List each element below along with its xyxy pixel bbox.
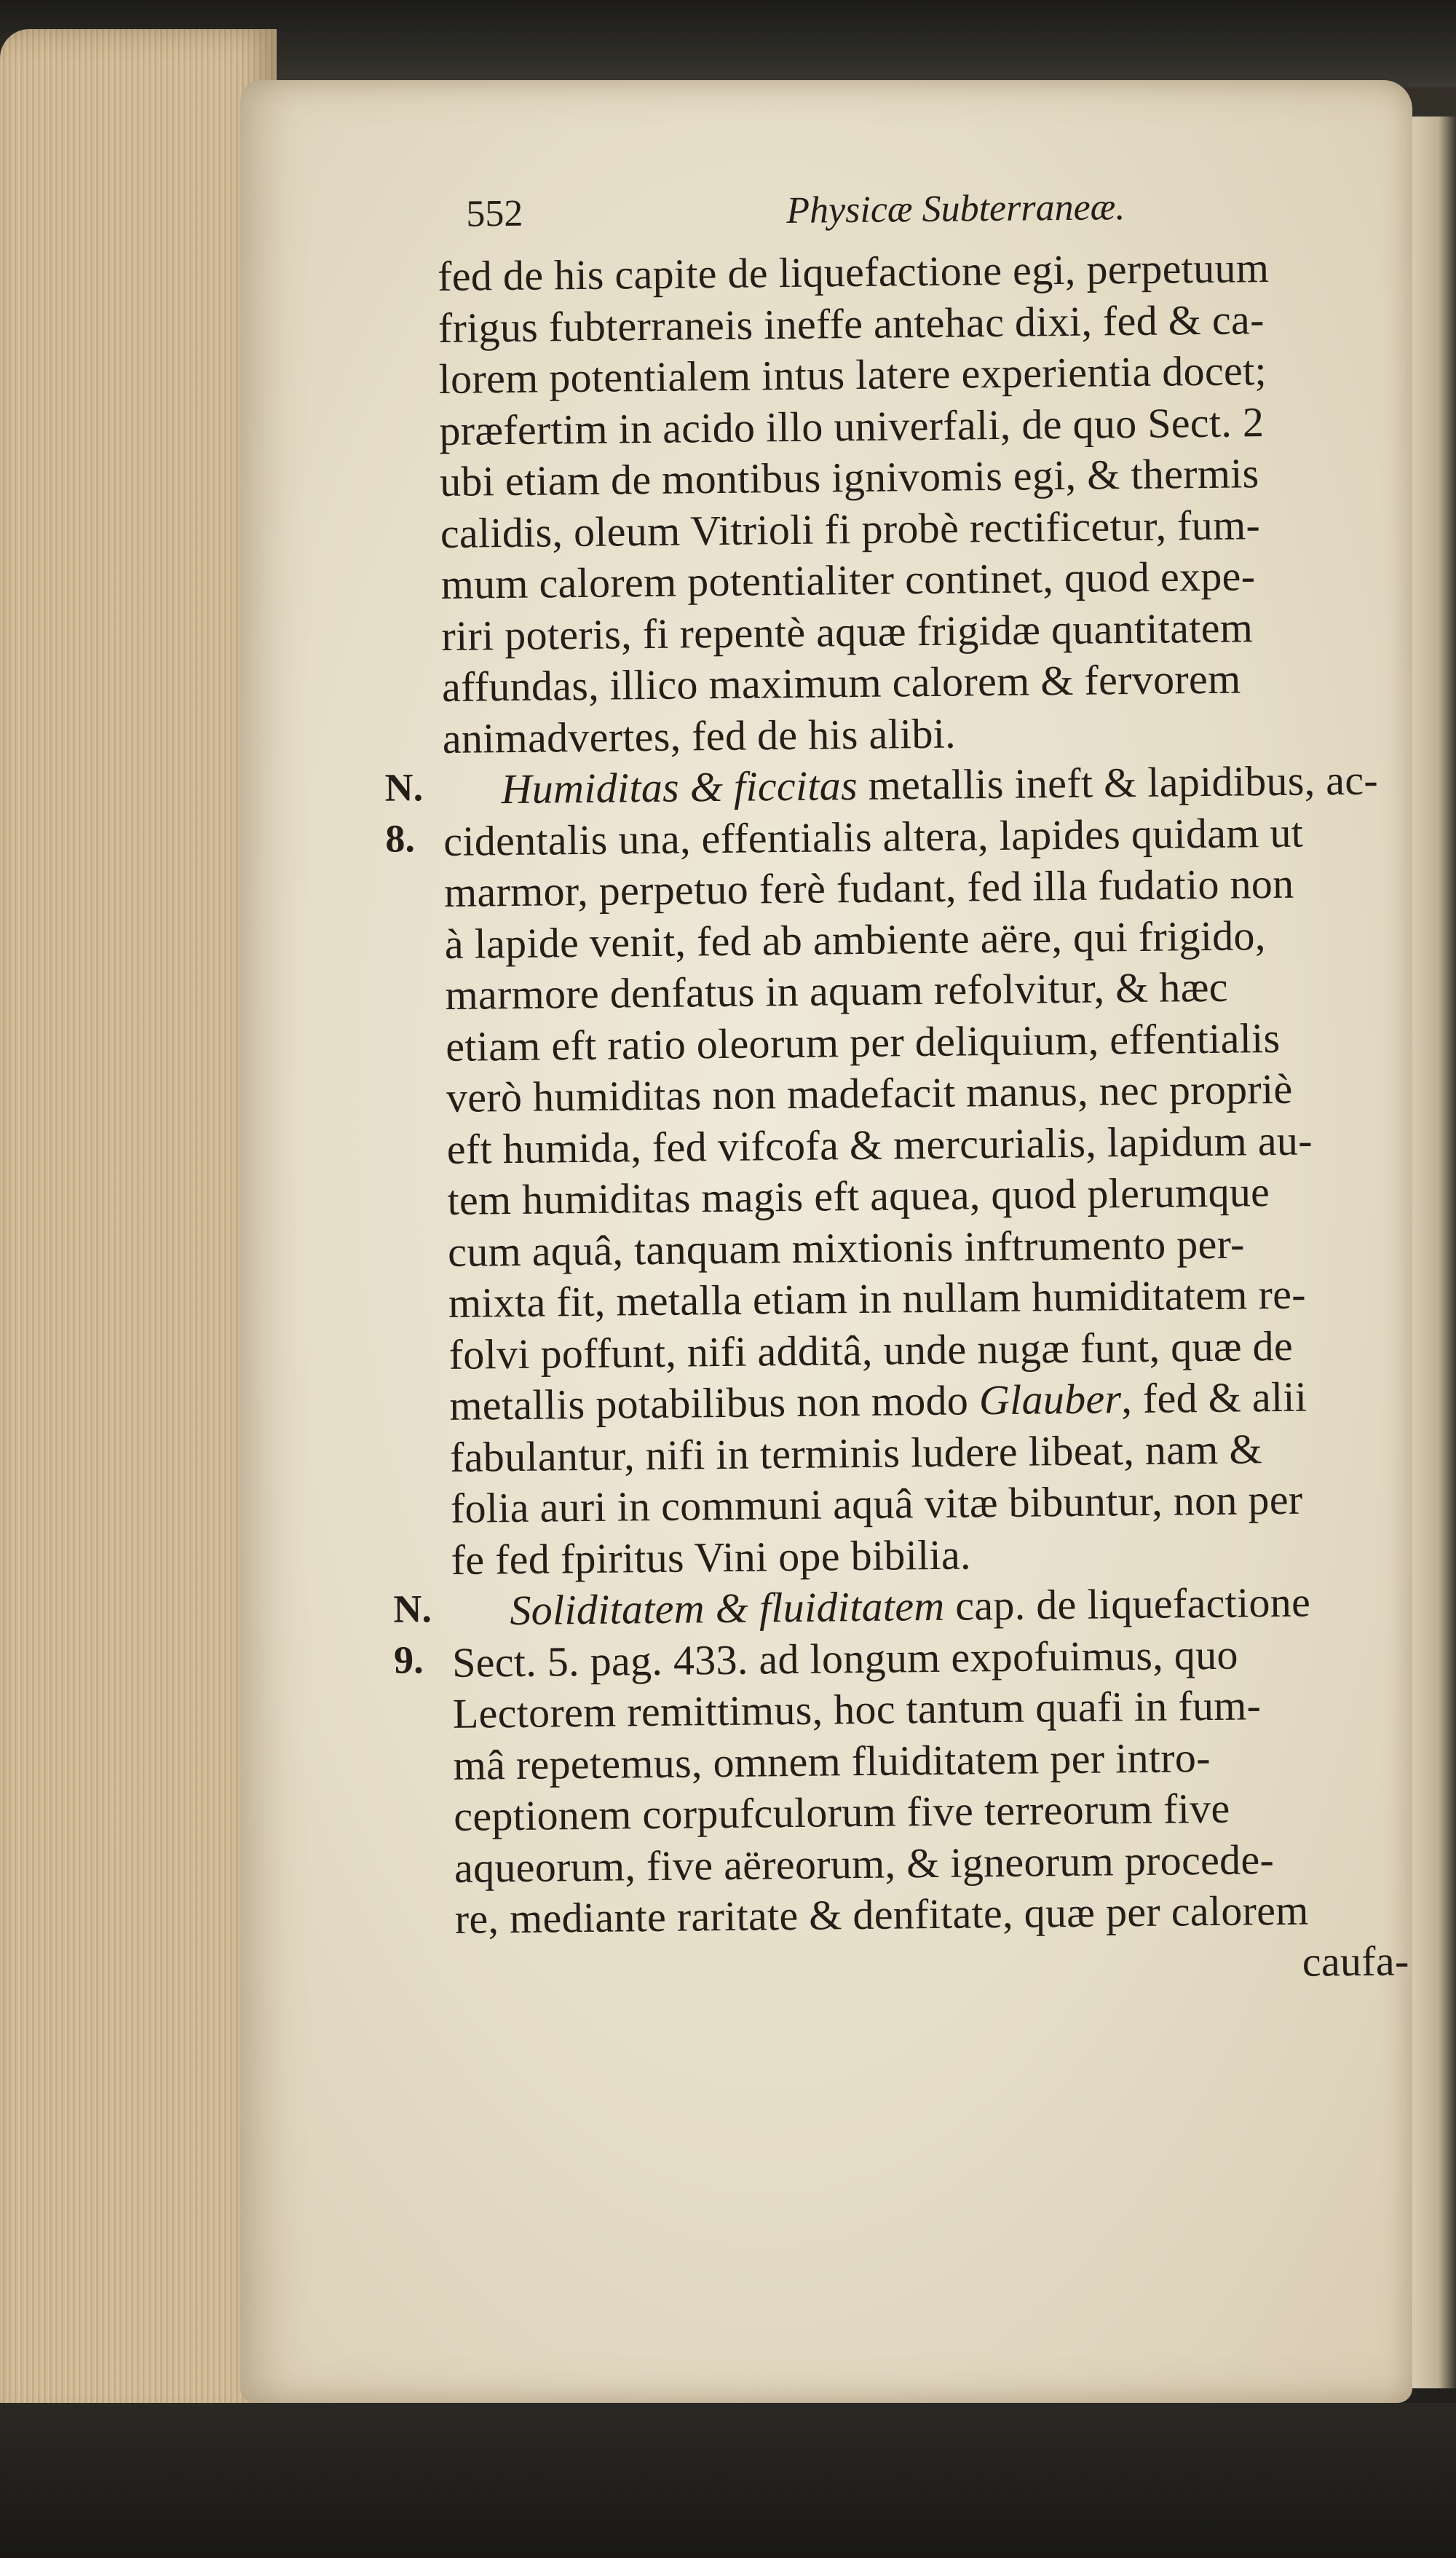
text-line: mum calorem potentialiter continet, quod expe- bbox=[440, 552, 1256, 608]
text-line: ubi etiam de montibus ignivomis egi, & thermis bbox=[439, 449, 1259, 505]
page-edges bbox=[0, 29, 277, 2425]
text-line: Sect. 5. pag. 433. ad longum expofuimus, quo bbox=[451, 1630, 1239, 1686]
page-text bbox=[384, 183, 1439, 1997]
catchword: caufa- bbox=[1302, 1936, 1409, 1986]
paragraph-3 bbox=[393, 1576, 1439, 1997]
margin-note-label: N. bbox=[393, 1587, 432, 1631]
text-line: præfertim in acido illo univerfali, de quo Sect. 2 bbox=[439, 398, 1265, 454]
text-line: mâ repetemus, omnem fluiditatem per intro- bbox=[453, 1733, 1211, 1789]
text-line: cum aquâ, tanquam mixtionis inftrumento per- bbox=[447, 1219, 1245, 1276]
italic-term: Humiditas & ficcitas bbox=[501, 761, 858, 813]
text-line: animadvertes, fed de his alibi. bbox=[442, 709, 957, 762]
margin-note-number: 8. bbox=[384, 816, 416, 861]
text-line: aqueorum, five aëreorum, & igneorum procede- bbox=[454, 1835, 1275, 1892]
margin-note-number: 9. bbox=[393, 1638, 424, 1682]
italic-term: Soliditatem & fluiditatem bbox=[510, 1582, 945, 1635]
text-line: tem humiditas magis eft aquea, quod plerumque bbox=[447, 1168, 1270, 1224]
text-line: marmore denfatus in aquam refolvitur, & hæc bbox=[445, 963, 1229, 1019]
text-line: lorem potentialem intus latere experientia docet; bbox=[438, 347, 1267, 403]
text-line: cidentalis una, effentialis altera, lapides quidam ut bbox=[443, 808, 1304, 865]
page-number: 552 bbox=[466, 192, 523, 235]
text-line: ceptionem corpufculorum five terreorum five bbox=[454, 1784, 1230, 1840]
text-run: cap. de liquefactione bbox=[944, 1578, 1311, 1630]
text-line: fabulantur, nifi in terminis ludere libeat, nam & bbox=[449, 1424, 1263, 1481]
text-line: etiam eft ratio oleorum per deliquium, effentialis bbox=[445, 1014, 1281, 1070]
text-line: affundas, illico maximum calorem & fervorem bbox=[441, 655, 1241, 711]
italic-name: Glauber bbox=[978, 1375, 1122, 1424]
text-line: frigus fubterraneis ineffe antehac dixi, fed & ca- bbox=[438, 295, 1265, 352]
text-line bbox=[443, 754, 1426, 816]
text-line: à lapide venit, fed ab ambiente aëre, qui frigido, bbox=[444, 911, 1266, 968]
paragraph-2 bbox=[384, 754, 1434, 1586]
text-line: re, mediante raritate & denfitate, quæ per calorem bbox=[454, 1886, 1309, 1943]
text-line: folvi poffunt, nifi additâ, unde nugæ funt, quæ de bbox=[448, 1322, 1294, 1378]
text-run: metallis potabilibus non modo bbox=[449, 1376, 980, 1429]
text-line: fed de his capite de liquefactione egi, perpetuum bbox=[437, 244, 1270, 300]
text-line bbox=[449, 1370, 1433, 1432]
text-line bbox=[451, 1576, 1435, 1638]
text-line: marmor, perpetuo ferè fudant, fed illa fudatio non bbox=[443, 859, 1294, 916]
text-line: fe fed fpiritus Vini ope bibilia. bbox=[451, 1530, 972, 1584]
text-line: verò humiditas non madefacit manus, nec propriè bbox=[446, 1065, 1293, 1121]
text-run: metallis ineft & lapidibus, ac- bbox=[857, 756, 1379, 809]
text-line: eft humida, fed vifcofa & mercurialis, lapidum au- bbox=[446, 1116, 1313, 1173]
text-line: calidis, oleum Vitrioli fi probè rectificetur, fum- bbox=[440, 500, 1261, 557]
text-run: , fed & alii bbox=[1120, 1373, 1307, 1423]
paragraph-1 bbox=[438, 241, 1425, 765]
running-title: Physicæ Subterraneæ. bbox=[786, 186, 1125, 232]
book-bottom-shadow bbox=[0, 2403, 1456, 2558]
text-line: mixta fit, metalla etiam in nullam humiditatem re- bbox=[448, 1270, 1307, 1327]
text-line: folia auri in communi aquâ vitæ bibuntur, non per bbox=[450, 1475, 1303, 1532]
text-line: Lectorem remittimus, hoc tantum quafi in fum- bbox=[452, 1681, 1262, 1737]
margin-note-label: N. bbox=[384, 765, 424, 810]
text-line: riri poteris, fi repentè aquæ frigidæ quantitatem bbox=[441, 603, 1254, 660]
page-header bbox=[437, 183, 1420, 251]
